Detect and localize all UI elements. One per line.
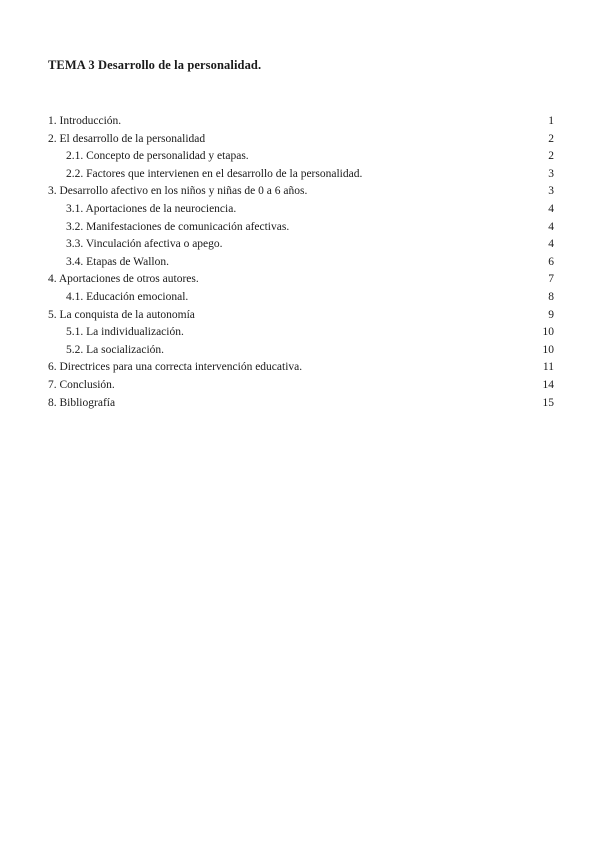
toc-entry-page-number: 2 [548, 132, 554, 145]
toc-entry-label: 1. Introducción. [48, 115, 122, 127]
toc-entry-desarrollo-afectivo [48, 183, 554, 201]
toc-entry-page-number: 7 [548, 273, 554, 286]
toc-entry-label: 6. Directrices para una correcta intervención educativa. [48, 361, 303, 374]
toc-entry-label: 5. La conquista de la autonomía [48, 308, 195, 321]
document-title: TEMA 3 Desarrollo de la personalidad. [48, 58, 262, 72]
toc-entry-page-number: 1 [548, 115, 554, 127]
toc-entry-page-number: 8 [548, 290, 554, 303]
toc-entry-neurociencia [48, 201, 554, 219]
toc-entry-label: 4. Aportaciones de otros autores. [48, 273, 199, 286]
toc-entry-label: 3.2. Manifestaciones de comunicación afectivas. [66, 220, 290, 233]
toc-entry-label: 3.1. Aportaciones de la neurociencia. [66, 202, 237, 215]
table-of-contents [48, 113, 554, 412]
toc-entry-page-number: 4 [548, 202, 554, 215]
toc-entry-page-number: 14 [542, 378, 554, 391]
toc-entry-page-number: 4 [548, 220, 554, 233]
toc-entry-page-number: 10 [542, 326, 554, 339]
toc-entry-page-number: 3 [548, 167, 554, 180]
toc-entry-label: 7. Conclusión. [48, 378, 115, 391]
toc-entry-label: 2.2. Factores que intervienen en el desarrollo de la personalidad. [66, 167, 363, 180]
toc-entry-label: 3. Desarrollo afectivo en los niños y niñas de 0 a 6 años. [48, 185, 308, 198]
toc-entry-page-number: 4 [548, 238, 554, 251]
toc-entry-label: 4.1. Educación emocional. [66, 290, 189, 303]
toc-entry-page-number: 11 [542, 361, 554, 374]
toc-entry-concepto-personalidad [48, 148, 554, 166]
toc-entry-page-number: 6 [548, 255, 554, 268]
toc-entry-individualizacion [48, 324, 554, 342]
toc-entry-wallon [48, 254, 554, 272]
toc-entry-factores [48, 166, 554, 184]
toc-entry-otros-autores [48, 271, 554, 289]
toc-entry-page-number: 15 [542, 396, 554, 409]
toc-entry-label: 5.2. La socialización. [66, 343, 165, 356]
toc-entry-label: 2. El desarrollo de la personalidad [48, 132, 206, 145]
toc-entry-page-number: 2 [548, 150, 554, 163]
toc-entry-socializacion [48, 342, 554, 360]
toc-entry-label: 5.1. La individualización. [66, 326, 184, 339]
toc-entry-educacion-emocional [48, 289, 554, 307]
toc-entry-page-number: 10 [542, 343, 554, 356]
toc-entry-desarrollo-personalidad [48, 131, 554, 149]
toc-entry-bibliografia [48, 395, 554, 413]
toc-entry-label: 3.4. Etapas de Wallon. [66, 255, 169, 268]
toc-entry-label: 8. Bibliografía [48, 396, 116, 409]
toc-entry-page-number: 3 [548, 185, 554, 198]
toc-entry-conclusion [48, 377, 554, 395]
toc-entry-label: 2.1. Concepto de personalidad y etapas. [66, 150, 249, 163]
toc-entry-introduccion [48, 113, 554, 131]
toc-entry-label: 3.3. Vinculación afectiva o apego. [66, 238, 223, 251]
toc-entry-apego [48, 236, 554, 254]
toc-entry-autonomia [48, 307, 554, 325]
toc-entry-directrices [48, 359, 554, 377]
toc-entry-comunicacion-afectivas [48, 219, 554, 237]
toc-entry-page-number: 9 [548, 308, 554, 321]
